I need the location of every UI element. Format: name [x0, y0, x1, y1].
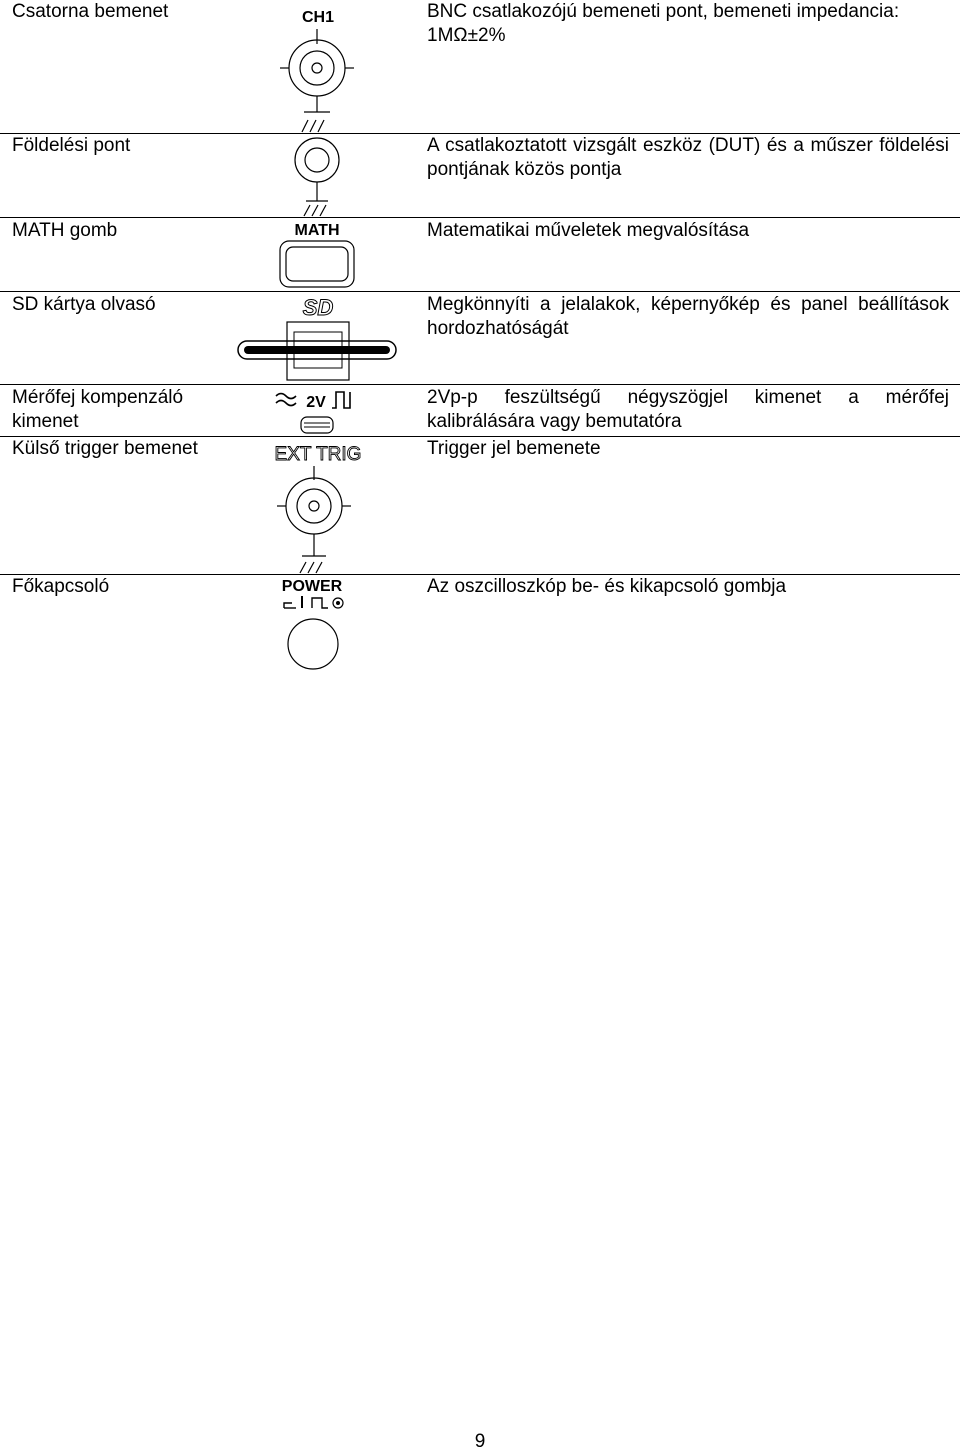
bnc-connector-icon — [230, 436, 410, 579]
icon-label: CH1 — [301, 9, 335, 26]
power-button-icon — [230, 574, 410, 679]
probe-compensation-icon — [230, 384, 410, 441]
row-name: MATH gomb — [12, 220, 118, 241]
bnc-connector-icon — [230, 0, 410, 138]
row-name: Főkapcsoló — [12, 576, 110, 597]
math-button-icon — [230, 217, 410, 296]
ground-terminal-icon — [230, 133, 410, 222]
icon-label: 2V — [306, 394, 326, 411]
row-description: Trigger jel bemenete — [427, 438, 601, 459]
sd-card-slot-icon — [230, 291, 410, 389]
row-description: Az oszcilloszkóp be- és kikapcsoló gombja — [427, 576, 787, 597]
table-divider — [0, 384, 960, 385]
row-name: Földelési pont — [12, 135, 131, 156]
icon-label: POWER — [281, 578, 343, 595]
icon-label: SD — [302, 295, 334, 320]
row-description: 2Vp-p feszültségű négyszögjel kimenet a mérőfej kalibrálására vagy bemutatóra — [427, 387, 949, 432]
page-number: 9 — [474, 1431, 486, 1452]
row-description: Matematikai műveletek megvalósítása — [427, 220, 750, 241]
table-divider — [0, 217, 960, 218]
row-description: BNC csatlakozójú bemeneti pont, bemeneti impedancia: 1MΩ±2% — [427, 1, 900, 46]
table-divider — [0, 291, 960, 292]
row-name: Mérőfej kompenzáló kimenet — [12, 387, 184, 432]
row-name: Külső trigger bemenet — [12, 438, 198, 459]
row-description: A csatlakoztatott vizsgált eszköz (DUT) és a műszer földelési pontjának közös pontja — [427, 135, 949, 180]
row-description: Megkönnyíti a jelalakok, képernyőkép és panel beállítások hordozhatóságát — [427, 294, 949, 339]
row-name: Csatorna bemenet — [12, 1, 169, 22]
icon-label: MATH — [294, 222, 340, 239]
row-name: SD kártya olvasó — [12, 294, 156, 315]
icon-label: EXT TRIG — [274, 444, 362, 465]
